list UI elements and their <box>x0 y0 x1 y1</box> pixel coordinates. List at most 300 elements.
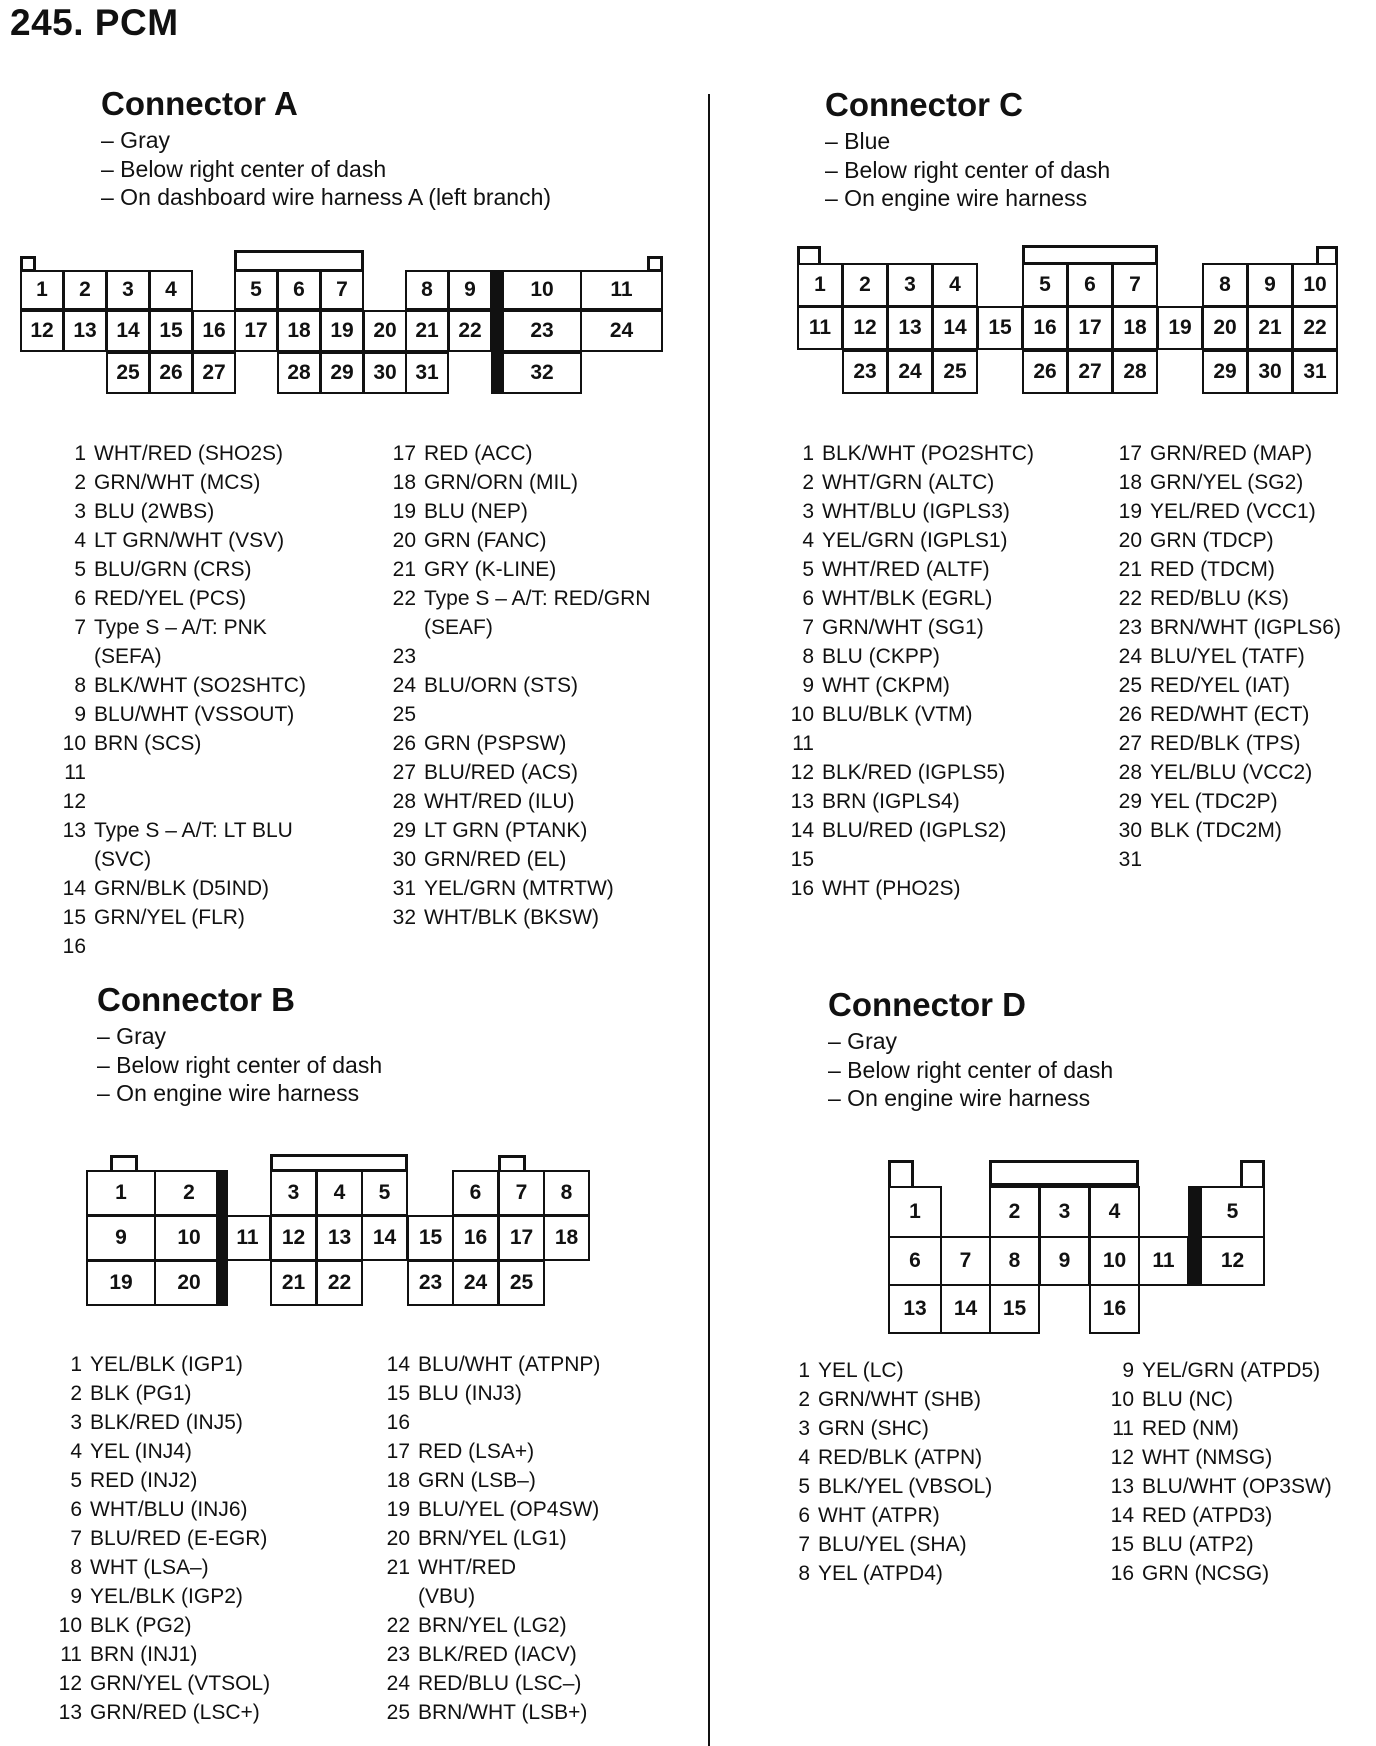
pin-number: 2 <box>74 471 86 494</box>
pin-row <box>54 1611 364 1640</box>
pin-row <box>1114 526 1376 555</box>
connector-b-cavity: 5 <box>361 1170 408 1216</box>
pin-row <box>786 526 1086 555</box>
connector-a-desc-line: – Below right center of dash <box>101 155 387 182</box>
pin-wire: GRN (PSPSW) <box>424 732 567 755</box>
connector-a-cavity: 27 <box>192 352 236 394</box>
connector-d-cavity: 16 <box>1089 1284 1140 1334</box>
pin-row <box>1106 1385 1376 1414</box>
pin-row <box>388 555 698 584</box>
pin-number: 2 <box>798 1388 810 1411</box>
connector-a-cavity: 19 <box>320 310 364 352</box>
pin-wire: BLK/RED (IACV) <box>418 1643 577 1666</box>
pin-row <box>388 758 698 787</box>
pin-number: 9 <box>802 674 814 697</box>
connector-b-cavity: 4 <box>316 1170 363 1216</box>
pin-wire: WHT/RED (SHO2S) <box>94 442 283 465</box>
pin-wire: RED (ACC) <box>424 442 533 465</box>
pin-row <box>388 671 698 700</box>
pin-number: 12 <box>62 790 86 813</box>
connector-a-cavity: 14 <box>106 310 150 352</box>
pin-row <box>58 439 358 468</box>
connector-b-cavity: 19 <box>86 1260 156 1306</box>
pin-wire: WHT/GRN (ALTC) <box>822 471 995 494</box>
connector-c-cavity: 23 <box>842 350 888 394</box>
pin-wire: RED/BLU (KS) <box>1150 587 1289 610</box>
pin-wire: YEL/BLU (VCC2) <box>1150 761 1313 784</box>
connector-a-cavity: 17 <box>234 310 278 352</box>
pin-wire: (SEFA) <box>94 645 162 668</box>
connector-d-pinout-left <box>782 1356 1082 1588</box>
connector-b-cavity: 10 <box>154 1215 224 1261</box>
connector-a-cavity: 9 <box>448 270 492 310</box>
pin-wire: RED (ATPD3) <box>1142 1504 1273 1527</box>
pin-wire: GRN/RED (EL) <box>424 848 567 871</box>
connector-d-cavity: 5 <box>1200 1186 1265 1238</box>
connector-c-cavity: 13 <box>887 306 933 350</box>
connector-b-desc-line: – Below right center of dash <box>97 1051 383 1078</box>
pin-wire: GRN/WHT (SG1) <box>822 616 984 639</box>
pin-wire: (SVC) <box>94 848 152 871</box>
connector-d-description <box>828 1027 1113 1113</box>
pin-wire: WHT (PHO2S) <box>822 877 961 900</box>
pin-number: 3 <box>798 1417 810 1440</box>
pin-wire: WHT/BLU (IGPLS3) <box>822 500 1010 523</box>
pin-row <box>782 1385 1082 1414</box>
connector-c-desc-line: – On engine wire harness <box>825 185 1088 211</box>
connector-c-cavity: 12 <box>842 306 888 350</box>
connector-key-bar <box>491 270 503 394</box>
connector-c-desc-line: – Blue <box>825 128 891 154</box>
pin-wire: GRN/YEL (VTSOL) <box>90 1672 271 1695</box>
pin-wire: BLU (CKPP) <box>822 645 940 668</box>
connector-d-cavity: 8 <box>989 1236 1040 1286</box>
pin-wire: RED (LSA+) <box>418 1440 535 1463</box>
pin-wire: RED/YEL (PCS) <box>94 587 247 610</box>
pin-row <box>58 787 358 816</box>
pin-row <box>54 1524 364 1553</box>
pin-wire: LT GRN/WHT (VSV) <box>94 529 285 552</box>
connector-b-desc-line: – Gray <box>97 1023 167 1049</box>
pin-wire: WHT (LSA–) <box>90 1556 209 1579</box>
pin-number: 1 <box>802 442 814 465</box>
pin-wire: BLK (PG1) <box>90 1382 192 1405</box>
pin-wire: GRN/YEL (SG2) <box>1150 471 1304 494</box>
pin-row <box>786 555 1086 584</box>
connector-a-cavity: 5 <box>234 270 278 310</box>
connector-a-cavity: 10 <box>502 270 582 310</box>
pin-row <box>786 468 1086 497</box>
pin-row <box>786 874 1086 903</box>
pin-wire: GRN (TDCP) <box>1150 529 1274 552</box>
pin-wire: WHT (NMSG) <box>1142 1446 1273 1469</box>
connector-b-cavity: 23 <box>407 1260 454 1306</box>
pin-number: 31 <box>392 877 416 900</box>
pin-number: 9 <box>70 1585 82 1608</box>
pin-row <box>388 497 698 526</box>
connector-c-description <box>825 127 1110 213</box>
connector-b-cavity: 21 <box>270 1260 317 1306</box>
connector-a-cavity: 18 <box>277 310 321 352</box>
connector-c-cavity: 20 <box>1202 306 1248 350</box>
connector-b-cavity: 13 <box>316 1215 363 1261</box>
connector-c-cavity: 10 <box>1292 263 1338 307</box>
pin-row <box>54 1553 364 1582</box>
pin-number: 21 <box>386 1556 410 1579</box>
pin-row <box>388 613 698 642</box>
pin-row <box>782 1501 1082 1530</box>
connector-d-pinout-right <box>1106 1356 1376 1588</box>
pin-row <box>782 1472 1082 1501</box>
pin-wire: YEL (TDC2P) <box>1150 790 1278 813</box>
connector-c-cavity: 15 <box>977 306 1023 350</box>
connector-b-cavity: 6 <box>452 1170 499 1216</box>
connector-b-cavity: 14 <box>361 1215 408 1261</box>
pin-row <box>54 1669 364 1698</box>
connector-a-cavity: 6 <box>277 270 321 310</box>
pin-row <box>786 671 1086 700</box>
pin-number: 16 <box>62 935 86 958</box>
pin-row <box>382 1553 708 1582</box>
pin-row <box>1106 1443 1376 1472</box>
pin-number: 21 <box>1118 558 1142 581</box>
pin-number: 6 <box>74 587 86 610</box>
connector-c-cavity: 29 <box>1202 350 1248 394</box>
pin-row <box>782 1559 1082 1588</box>
connector-c-cavity: 22 <box>1292 306 1338 350</box>
connector-c-cavity: 5 <box>1022 263 1068 307</box>
pin-wire: BLK/RED (INJ5) <box>90 1411 243 1434</box>
pin-number: 12 <box>58 1672 82 1695</box>
pin-row <box>382 1611 708 1640</box>
pin-wire: BLU/WHT (ATPNP) <box>418 1353 601 1376</box>
pin-row <box>1114 816 1376 845</box>
pin-number: 12 <box>1110 1446 1134 1469</box>
pin-row <box>786 439 1086 468</box>
pin-row <box>1114 497 1376 526</box>
connector-key-bar <box>1188 1186 1202 1286</box>
pin-wire: BLU/RED (IGPLS2) <box>822 819 1007 842</box>
pin-number: 21 <box>392 558 416 581</box>
connector-c-cavity: 28 <box>1112 350 1158 394</box>
pin-number: 11 <box>64 761 86 784</box>
connector-c-cavity: 25 <box>932 350 978 394</box>
pin-number: 7 <box>798 1533 810 1556</box>
pin-row <box>58 526 358 555</box>
pin-number: 24 <box>392 674 416 697</box>
connector-d-title: Connector D <box>828 986 1026 1023</box>
connector-d-cavity: 12 <box>1200 1236 1265 1286</box>
connector-a-cavity: 30 <box>363 352 407 394</box>
connector-b-desc-line: – On engine wire harness <box>97 1080 360 1106</box>
pin-number: 10 <box>1110 1388 1134 1411</box>
connector-d-desc-line: – Gray <box>828 1028 898 1054</box>
pin-wire: RED/BLK (TPS) <box>1150 732 1301 755</box>
pin-number: 15 <box>62 906 86 929</box>
connector-d-cavity: 6 <box>888 1236 942 1286</box>
pin-row <box>388 642 698 671</box>
pin-row <box>54 1437 364 1466</box>
connector-a-pinout-right <box>388 439 698 932</box>
pin-wire: LT GRN (PTANK) <box>424 819 588 842</box>
pin-number: 28 <box>392 790 416 813</box>
connector-c-cavity: 11 <box>797 306 843 350</box>
connector-c-cavity: 3 <box>887 263 933 307</box>
pin-row <box>388 787 698 816</box>
connector-c-cavity: 7 <box>1112 263 1158 307</box>
pin-row <box>54 1582 364 1611</box>
connector-a-desc-line: – On dashboard wire harness A (left branch) <box>101 184 552 210</box>
pin-wire: GRN/RED (MAP) <box>1150 442 1313 465</box>
pin-wire: RED/BLK (ATPN) <box>818 1446 983 1469</box>
connector-a-cavity: 3 <box>106 270 150 310</box>
pin-number: 20 <box>392 529 416 552</box>
connector-a-description <box>101 126 551 212</box>
pin-row <box>58 729 358 758</box>
pin-number: 5 <box>802 558 814 581</box>
pin-number: 22 <box>1118 587 1142 610</box>
pin-row <box>382 1524 708 1553</box>
pin-row <box>382 1669 708 1698</box>
connector-a-cavity: 28 <box>277 352 321 394</box>
pin-wire: YEL/GRN (ATPD5) <box>1142 1359 1321 1382</box>
pin-number: 22 <box>392 587 416 610</box>
connector-c-cavity: 6 <box>1067 263 1113 307</box>
pin-number: 19 <box>1118 500 1142 523</box>
pin-row <box>1106 1559 1376 1588</box>
connector-c-cavity: 30 <box>1247 350 1293 394</box>
pin-row <box>58 700 358 729</box>
connector-d-desc-line: – Below right center of dash <box>828 1056 1114 1083</box>
pin-row <box>782 1530 1082 1559</box>
pin-wire: WHT (ATPR) <box>818 1504 940 1527</box>
pin-row <box>1106 1356 1376 1385</box>
pin-row <box>382 1379 708 1408</box>
pin-row <box>1114 584 1376 613</box>
pin-number: 11 <box>60 1643 82 1666</box>
connector-latch <box>989 1160 1139 1186</box>
pin-number: 20 <box>386 1527 410 1550</box>
pin-number: 12 <box>790 761 814 784</box>
pin-wire: GRN (LSB–) <box>418 1469 536 1492</box>
pin-wire: YEL/BLK (IGP1) <box>90 1353 243 1376</box>
connector-c-cavity: 27 <box>1067 350 1113 394</box>
pin-wire: BLU/GRN (CRS) <box>94 558 252 581</box>
pin-number: 3 <box>802 500 814 523</box>
connector-a-cavity: 12 <box>20 310 64 352</box>
pin-wire: BLU (NEP) <box>424 500 528 523</box>
pin-number: 4 <box>70 1440 82 1463</box>
pin-wire: GRN (FANC) <box>424 529 547 552</box>
pin-row <box>382 1582 708 1611</box>
connector-b-cavity: 11 <box>224 1215 271 1261</box>
pin-number: 8 <box>802 645 814 668</box>
pin-wire: BLU/YEL (OP4SW) <box>418 1498 600 1521</box>
connector-d-cavity: 1 <box>888 1186 942 1238</box>
pin-number: 15 <box>1110 1533 1134 1556</box>
pin-wire: BLU/WHT (VSSOUT) <box>94 703 295 726</box>
connector-a-cavity: 23 <box>502 310 582 352</box>
pin-wire: BLU (2WBS) <box>94 500 215 523</box>
pin-number: 20 <box>1118 529 1142 552</box>
pin-number: 10 <box>58 1614 82 1637</box>
pin-number: 25 <box>1118 674 1142 697</box>
connector-c-cavity: 31 <box>1292 350 1338 394</box>
pin-row <box>54 1640 364 1669</box>
pin-number: 1 <box>798 1359 810 1382</box>
pin-number: 22 <box>386 1614 410 1637</box>
pin-number: 3 <box>70 1411 82 1434</box>
pin-number: 8 <box>798 1562 810 1585</box>
pin-row <box>786 642 1086 671</box>
connector-a-cavity: 1 <box>20 270 64 310</box>
pin-number: 10 <box>62 732 86 755</box>
pin-number: 5 <box>798 1475 810 1498</box>
connector-b-cavity: 2 <box>154 1170 224 1216</box>
pin-wire: BLU/ORN (STS) <box>424 674 579 697</box>
pin-number: 17 <box>1118 442 1142 465</box>
connector-d-cavity: 9 <box>1039 1236 1090 1286</box>
connector-a-cavity: 24 <box>580 310 663 352</box>
pin-row <box>1114 787 1376 816</box>
pin-wire: YEL/GRN (IGPLS1) <box>822 529 1008 552</box>
pin-row <box>54 1698 364 1727</box>
pin-number: 26 <box>392 732 416 755</box>
connector-d-cavity: 15 <box>989 1284 1040 1334</box>
pin-number: 1 <box>74 442 86 465</box>
pin-wire: Type S – A/T: LT BLU <box>94 819 293 842</box>
connector-b-pinout-left <box>54 1350 364 1727</box>
pin-row <box>1114 468 1376 497</box>
pin-wire: BLK/YEL (VBSOL) <box>818 1475 993 1498</box>
connector-c-cavity: 16 <box>1022 306 1068 350</box>
pin-row <box>782 1414 1082 1443</box>
connector-c-cavity: 9 <box>1247 263 1293 307</box>
pin-number: 11 <box>792 732 814 755</box>
pin-row <box>1114 758 1376 787</box>
pin-row <box>388 584 698 613</box>
connector-d-cavity: 3 <box>1039 1186 1090 1238</box>
connector-d-desc-line: – On engine wire harness <box>828 1085 1091 1111</box>
connector-b-cavity: 7 <box>498 1170 545 1216</box>
pin-number: 9 <box>74 703 86 726</box>
connector-d-cavity: 10 <box>1089 1236 1140 1286</box>
connector-d-section <box>828 985 1113 1113</box>
connector-b-cavity: 12 <box>270 1215 317 1261</box>
pin-number: 6 <box>70 1498 82 1521</box>
pin-number: 27 <box>392 761 416 784</box>
pin-number: 4 <box>798 1446 810 1469</box>
pin-number: 10 <box>790 703 814 726</box>
pin-wire: GRN/RED (LSC+) <box>90 1701 260 1724</box>
pin-row <box>388 526 698 555</box>
pin-wire: BLU/BLK (VTM) <box>822 703 973 726</box>
pin-number: 7 <box>74 616 86 639</box>
connector-d-cavity: 13 <box>888 1284 942 1334</box>
pin-row <box>54 1495 364 1524</box>
pin-number: 29 <box>392 819 416 842</box>
pin-row <box>58 642 358 671</box>
pin-row <box>1114 845 1376 874</box>
pin-number: 28 <box>1118 761 1142 784</box>
pin-row <box>1114 613 1376 642</box>
pin-row <box>58 584 358 613</box>
pin-number: 24 <box>1118 645 1142 668</box>
pin-wire: GRN/BLK (D5IND) <box>94 877 270 900</box>
pin-number: 6 <box>798 1504 810 1527</box>
connector-a-cavity: 31 <box>405 352 449 394</box>
connector-a-cavity: 4 <box>149 270 193 310</box>
pin-wire: BRN (SCS) <box>94 732 202 755</box>
pin-number: 2 <box>802 471 814 494</box>
pin-row <box>1106 1472 1376 1501</box>
pin-wire: GRN/YEL (FLR) <box>94 906 245 929</box>
pin-wire: BLK/RED (IGPLS5) <box>822 761 1006 784</box>
pin-row <box>786 816 1086 845</box>
pin-wire: BLU (NC) <box>1142 1388 1234 1411</box>
pin-number: 17 <box>386 1440 410 1463</box>
connector-b-cavity: 22 <box>316 1260 363 1306</box>
pin-row <box>782 1443 1082 1472</box>
connector-a-cavity: 20 <box>363 310 407 352</box>
connector-b-cavity: 20 <box>154 1260 224 1306</box>
pin-number: 13 <box>62 819 86 842</box>
connector-a-title: Connector A <box>101 85 298 122</box>
pin-row <box>58 758 358 787</box>
pin-wire: RED/YEL (IAT) <box>1150 674 1291 697</box>
pin-wire: Type S – A/T: PNK <box>94 616 267 639</box>
pin-row <box>388 903 698 932</box>
connector-b-cavity: 1 <box>86 1170 156 1216</box>
pin-number: 18 <box>1118 471 1142 494</box>
pin-row <box>382 1698 708 1727</box>
pin-row <box>786 584 1086 613</box>
pin-number: 17 <box>392 442 416 465</box>
connector-a-cavity: 22 <box>448 310 492 352</box>
pin-wire: BLU/RED (E-EGR) <box>90 1527 268 1550</box>
pin-wire: BLU/WHT (OP3SW) <box>1142 1475 1332 1498</box>
pin-row <box>382 1437 708 1466</box>
pin-wire: YEL (INJ4) <box>90 1440 192 1463</box>
pin-number: 8 <box>70 1556 82 1579</box>
pin-wire: GRY (K-LINE) <box>424 558 557 581</box>
pin-row <box>58 903 358 932</box>
pin-row <box>388 700 698 729</box>
pin-row <box>382 1350 708 1379</box>
pin-row <box>1106 1501 1376 1530</box>
pin-wire: GRN/ORN (MIL) <box>424 471 578 494</box>
connector-c-cavity: 21 <box>1247 306 1293 350</box>
pin-number: 15 <box>790 848 814 871</box>
connector-b-cavity: 8 <box>543 1170 590 1216</box>
pin-number: 30 <box>392 848 416 871</box>
pin-row <box>388 816 698 845</box>
connector-c-pinout-right <box>1114 439 1376 874</box>
pin-number: 6 <box>802 587 814 610</box>
pin-row <box>54 1408 364 1437</box>
pin-number: 19 <box>386 1498 410 1521</box>
pin-number: 30 <box>1118 819 1142 842</box>
pin-wire: BLU/YEL (TATF) <box>1150 645 1305 668</box>
pin-number: 11 <box>1112 1417 1134 1440</box>
connector-latch <box>1022 245 1158 265</box>
pin-row <box>388 439 698 468</box>
pin-number: 2 <box>70 1382 82 1405</box>
connector-a-cavity: 7 <box>320 270 364 310</box>
pin-wire: RED/WHT (ECT) <box>1150 703 1310 726</box>
pin-wire: RED (INJ2) <box>90 1469 198 1492</box>
pin-wire: RED (TDCM) <box>1150 558 1275 581</box>
